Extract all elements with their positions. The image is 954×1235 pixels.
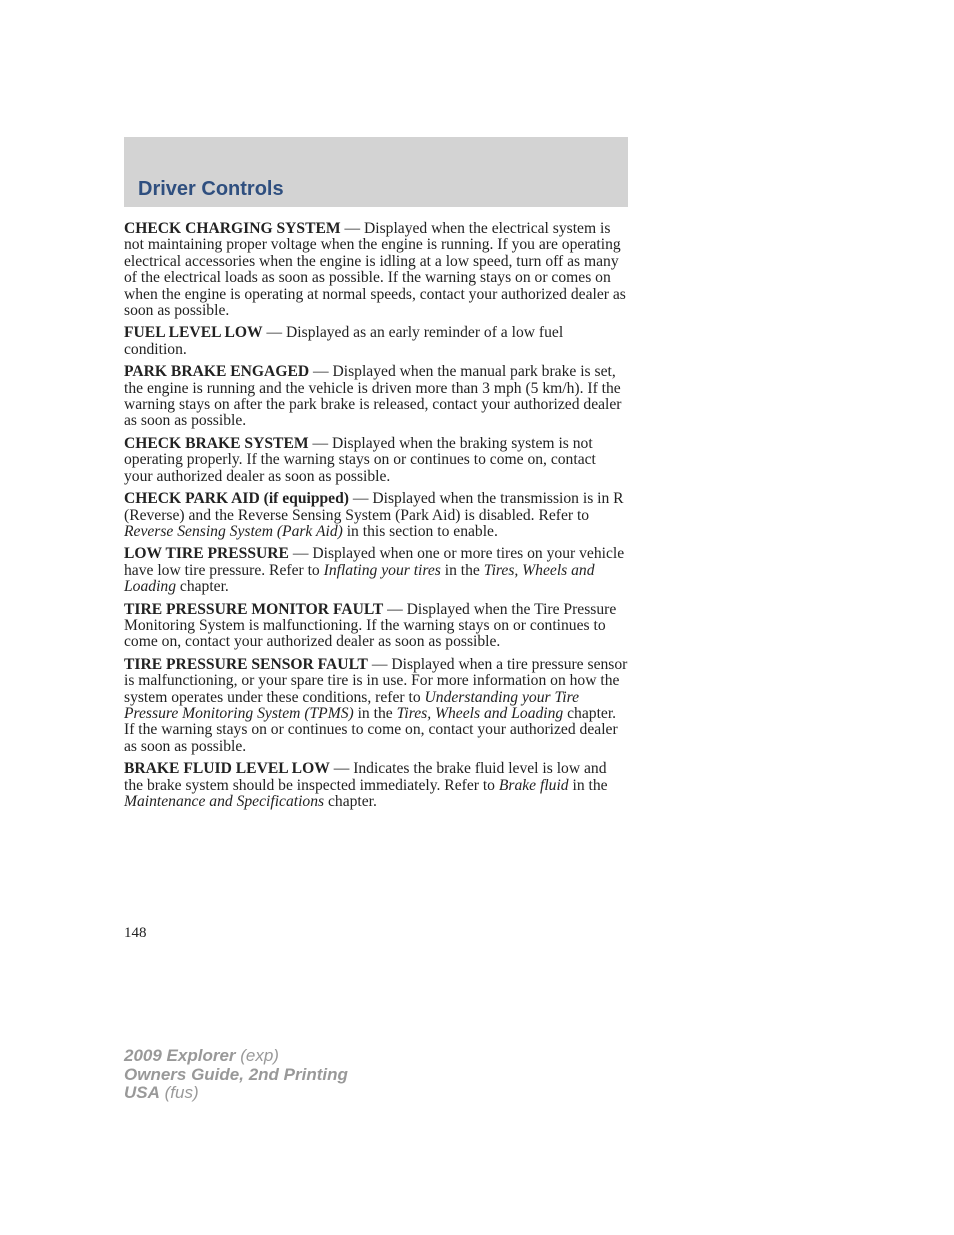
entry-term: TIRE PRESSURE SENSOR FAULT xyxy=(124,655,368,673)
entry xyxy=(124,657,628,755)
entry-text: — Displayed when the Tire Pressure Monitoring System is malfunctioning. If the warning stays on or continues to come on, contact your authorized dealer as soon as possible. xyxy=(124,600,617,651)
entry-text: — Displayed when the electrical system is not maintaining proper voltage when the engine is running. If you are operating electrical accessories when the engine is idling at a low speed, turn off as many of the electrical loads as soon as possible. If the warning stays on or comes on when the engine is operating at normal speeds, contact your authorized dealer as soon as possible. xyxy=(124,220,626,320)
entry xyxy=(124,761,628,810)
entry-text: in this section to enable. xyxy=(342,522,498,540)
entry xyxy=(124,602,628,651)
footer-line-market xyxy=(124,1084,348,1103)
page-number: 148 xyxy=(124,925,147,941)
entry-reference: Brake fluid xyxy=(498,776,569,794)
entry-term: FUEL LEVEL LOW xyxy=(124,324,263,342)
entry-text: chapter. xyxy=(176,578,229,596)
entry xyxy=(124,436,628,485)
entry-reference: Maintenance and Specifications xyxy=(124,793,325,810)
entry-reference: Inflating your tires xyxy=(323,561,441,579)
entry-reference: Reverse Sensing System (Park Aid) xyxy=(124,522,343,540)
entry-reference: Understanding your Tire Pressure Monitoring System (TPMS) xyxy=(124,688,580,722)
entry-term: CHECK BRAKE SYSTEM xyxy=(124,434,309,452)
entry-text: — Displayed when the transmission is in R (Reverse) and the Reverse Sensing System (Park Aid) is disabled. Refer to xyxy=(124,490,624,524)
footer-line-model xyxy=(124,1047,348,1066)
entry-text: — Displayed when the braking system is not operating properly. If the warning stays on or continues to come on, contact your authorized dealer as soon as possible. xyxy=(124,434,596,485)
entry-text: chapter. xyxy=(324,793,377,810)
entry-text: in the xyxy=(568,776,608,794)
entry-text: in the xyxy=(440,561,484,579)
entry xyxy=(124,364,628,430)
entry-term: CHECK CHARGING SYSTEM xyxy=(124,220,341,237)
footer-guide: Owners Guide, 2nd Printing xyxy=(124,1064,348,1084)
entry-text: — Displayed when a tire pressure sensor is malfunctioning, or your spare tire is in use. For more information on how the system operates under these conditions, refer to xyxy=(124,655,628,706)
entry xyxy=(124,325,628,358)
entry-text: chapter. If the warning stays on or continues to come on, contact your authorized dealer as soon as possible. xyxy=(124,704,618,755)
entry-term: LOW TIRE PRESSURE xyxy=(124,545,289,563)
entry-term: PARK BRAKE ENGAGED xyxy=(124,363,310,381)
footer-market-code: (fus) xyxy=(159,1083,199,1102)
footer-model-code: (exp) xyxy=(235,1046,279,1065)
section-title: Driver Controls xyxy=(138,178,284,200)
footer-model: 2009 Explorer xyxy=(124,1046,236,1065)
entry-text: — Displayed when the manual park brake is set, the engine is running and the vehicle is driven more than 3 mph (5 km/h). If the warning stays on after the park brake is released, contact your authorized dealer as soon as possible. xyxy=(124,363,622,430)
entry-list xyxy=(124,221,628,816)
print-footer xyxy=(124,1047,348,1103)
entry-text: — Displayed when one or more tires on your vehicle have low tire pressure. Refer to xyxy=(124,545,625,579)
entry xyxy=(124,491,628,540)
entry-term: TIRE PRESSURE MONITOR FAULT xyxy=(124,600,384,618)
entry-term: CHECK PARK AID (if equipped) xyxy=(124,490,349,508)
entry-term: BRAKE FLUID LEVEL LOW xyxy=(124,760,330,778)
entry-text: — Displayed as an early reminder of a low fuel condition. xyxy=(124,324,564,358)
entry-reference: Tires, Wheels and Loading xyxy=(124,561,595,596)
entry xyxy=(124,546,628,595)
entry-reference: Tires, Wheels and Loading xyxy=(396,704,564,722)
entry-text: — Indicates the brake fluid level is low and the brake system should be inspected immediately. Refer to xyxy=(124,760,607,794)
entry-text: in the xyxy=(353,704,397,722)
footer-market: USA xyxy=(124,1083,160,1102)
footer-line-guide xyxy=(124,1066,348,1085)
entry xyxy=(124,221,628,319)
